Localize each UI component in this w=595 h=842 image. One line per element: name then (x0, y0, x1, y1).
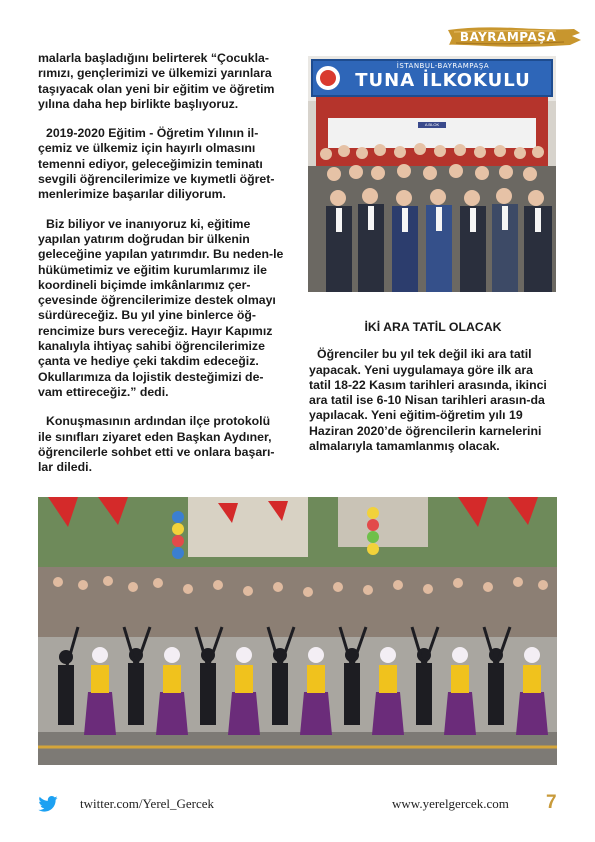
article-paragraph: Öğrenciler bu yıl tek değil iki ara tatil yapacak. Yeni uygulamaya göre ilk ara tatil 18-22 Kasım tarihleri arasında, ikinci ara tatil ise 6-10 Nisan tarihleri arasın-da yapılacak. Yeni eğitim-öğretim yılı 19 Haziran 2020’de öğrencilerin karnelerini almalarıyla tamamlanmış olacak. (309, 347, 547, 454)
page-number: 7 (546, 792, 557, 813)
section-tag (446, 26, 582, 48)
twitter-icon (38, 796, 58, 812)
subheading: İKİ ARA TATİL OLACAK (364, 320, 502, 334)
article-paragraph: Biz biliyor ve inanıyoruz ki, eğitime yapılan yatırım doğrudan bir ülkenin geleceğine yapılan yatırımdır. Bu neden-le hükümetimiz ve eğitim kurumlarımız ile koordineli biçimde imkânlarımız çer-çevesinde öğrencilerimize destek olmayı sürdüreceğiz. Bu yıl yine binlerce öğ-rencimize burs vereceğiz. Hayır Kapımız kanalıyla ihtiyaç sahibi öğrencilerimize çanta ve hediye çeki takdim edeceğiz. Okullarımıza da lojistik desteğimizi de-vam ettireceğiz.” dedi. (38, 216, 284, 399)
article-paragraph: 2019-2020 Eğitim - Öğretim Yılının il-çemiz ve ülkemiz için hayırlı olmasını temenni ediyor, geleceğimizin teminatı sevgili öğrencilerimize ve kıymetli öğret-menlerimize başarılar diliyorum. (38, 126, 275, 202)
website-link[interactable]: www.yerelgercek.com (392, 796, 509, 811)
article-paragraph: malarla başladığını belirterek “Çocukla-rımızı, gençlerimizi ve ülkemizi yarınlara taşıyacak olan yeni bir eğitim ve öğretim yılına daha hep birlikte başlıyoruz. (38, 51, 275, 111)
twitter-link[interactable]: twitter.com/Yerel_Gercek (80, 796, 215, 811)
article-right-column (309, 320, 557, 454)
page-footer (0, 788, 595, 818)
section-tag-label: BAYRAMPAŞA (459, 30, 557, 44)
school-group-photo (308, 56, 556, 292)
sign-text-school: TUNA İLKOKULU (355, 70, 531, 91)
block-label: A BLOK (424, 122, 440, 127)
folk-dance-photo (38, 497, 557, 765)
folk-dance-scene (38, 497, 557, 765)
article-paragraph: Konuşmasının ardından ilçe protokolü ile sınıfları ziyaret eden Başkan Aydıner, öğrencilerle sohbet etti ve onlara başarı-lar diledi. (38, 414, 275, 475)
sign-text-top: İSTANBUL-BAYRAMPAŞA (396, 62, 490, 70)
group-of-people (308, 56, 556, 292)
article-left-column (38, 51, 286, 489)
